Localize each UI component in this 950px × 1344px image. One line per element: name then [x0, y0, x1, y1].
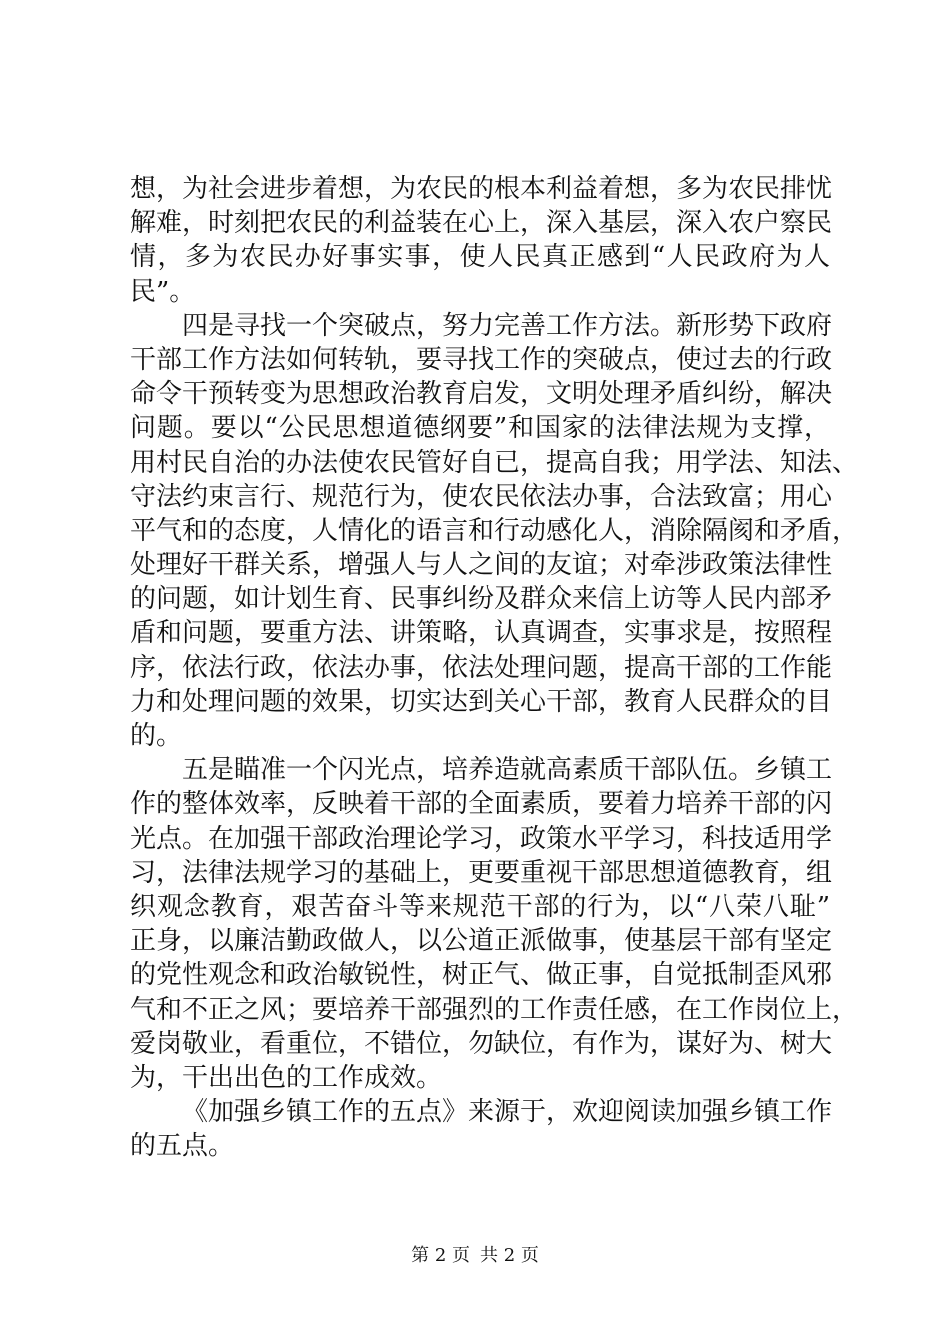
text-line: 守法约束言行、规范行为，使农民依法办事，合法致富；用心: [130, 481, 833, 512]
page-footer: [0, 1244, 950, 1268]
text-line: 习，法律法规学习的基础上，更要重视干部思想道德教育，组: [130, 857, 833, 888]
text-line: 力和处理问题的效果，切实达到关心干部，教育人民群众的目: [130, 686, 833, 717]
text-line: 织观念教育，艰苦奋斗等来规范干部的行为，以“八荣八耻”: [130, 891, 830, 922]
page-number: 第 2 页: [411, 1245, 470, 1266]
text-line: 问题。要以“公民思想道德纲要”和国家的法律法规为支撑，: [130, 413, 830, 444]
paragraph: [130, 172, 833, 309]
text-line: 情，多为农民办好事实事，使人民真正感到“人民政府为人: [130, 242, 830, 273]
text-line: 四是寻找一个突破点，努力完善工作方法。新形势下政府: [182, 310, 833, 341]
text-line: 平气和的态度，人情化的语言和行动感化人，消除隔阂和矛盾，: [130, 515, 859, 546]
document-body: [130, 172, 859, 1163]
text-line: 干部工作方法如何转轨，要寻找工作的突破点，使过去的行政: [130, 344, 833, 375]
text-line: 《加强乡镇工作的五点》来源于，欢迎阅读加强乡镇工作: [182, 1097, 833, 1128]
page-total: 共 2 页: [480, 1245, 539, 1266]
text-line: 气和不正之风；要培养干部强烈的工作责任感，在工作岗位上，: [130, 994, 859, 1025]
text-line: 序，依法行政，依法办事，依法处理问题，提高干部的工作能: [130, 652, 833, 683]
text-line: 的五点。: [130, 1131, 235, 1162]
text-line: 的。: [130, 721, 183, 751]
text-line: 作的整体效率，反映着干部的全面素质，要着力培养干部的闪: [130, 789, 833, 820]
text-line: 民”。: [130, 276, 196, 307]
text-line: 为，干出出色的工作成效。: [130, 1062, 443, 1093]
text-line: 正身，以廉洁勤政做人，以公道正派做事，使基层干部有坚定: [130, 926, 833, 957]
paragraph: [130, 1095, 833, 1163]
paragraph: [130, 309, 859, 753]
text-line: 五是瞄准一个闪光点，培养造就高素质干部队伍。乡镇工: [182, 755, 833, 786]
text-line: 处理好干群关系，增强人与人之间的友谊；对牵涉政策法律性: [130, 550, 833, 581]
text-line: 想，为社会进步着想，为农民的根本利益着想，多为农民排忧: [130, 174, 833, 204]
text-line: 命令干预转变为思想政治教育启发，文明处理矛盾纠纷，解决: [130, 379, 833, 410]
paragraph: [130, 753, 859, 1095]
text-line: 的党性观念和政治敏锐性，树正气、做正事，自觉抵制歪风邪: [130, 960, 833, 991]
text-line: 盾和问题，要重方法、讲策略，认真调查，实事求是，按照程: [130, 618, 833, 649]
text-line: 的问题，如计划生育、民事纠纷及群众来信上访等人民内部矛: [130, 584, 833, 615]
text-line: 解难，时刻把农民的利益装在心上，深入基层，深入农户察民: [130, 208, 833, 239]
text-line: 用村民自治的办法使农民管好自已，提高自我；用学法、知法、: [130, 447, 859, 478]
text-line: 光点。在加强干部政治理论学习，政策水平学习，科技适用学: [130, 823, 833, 854]
text-line: 爱岗敬业，看重位，不错位，勿缺位，有作为，谋好为、树大: [130, 1028, 833, 1059]
